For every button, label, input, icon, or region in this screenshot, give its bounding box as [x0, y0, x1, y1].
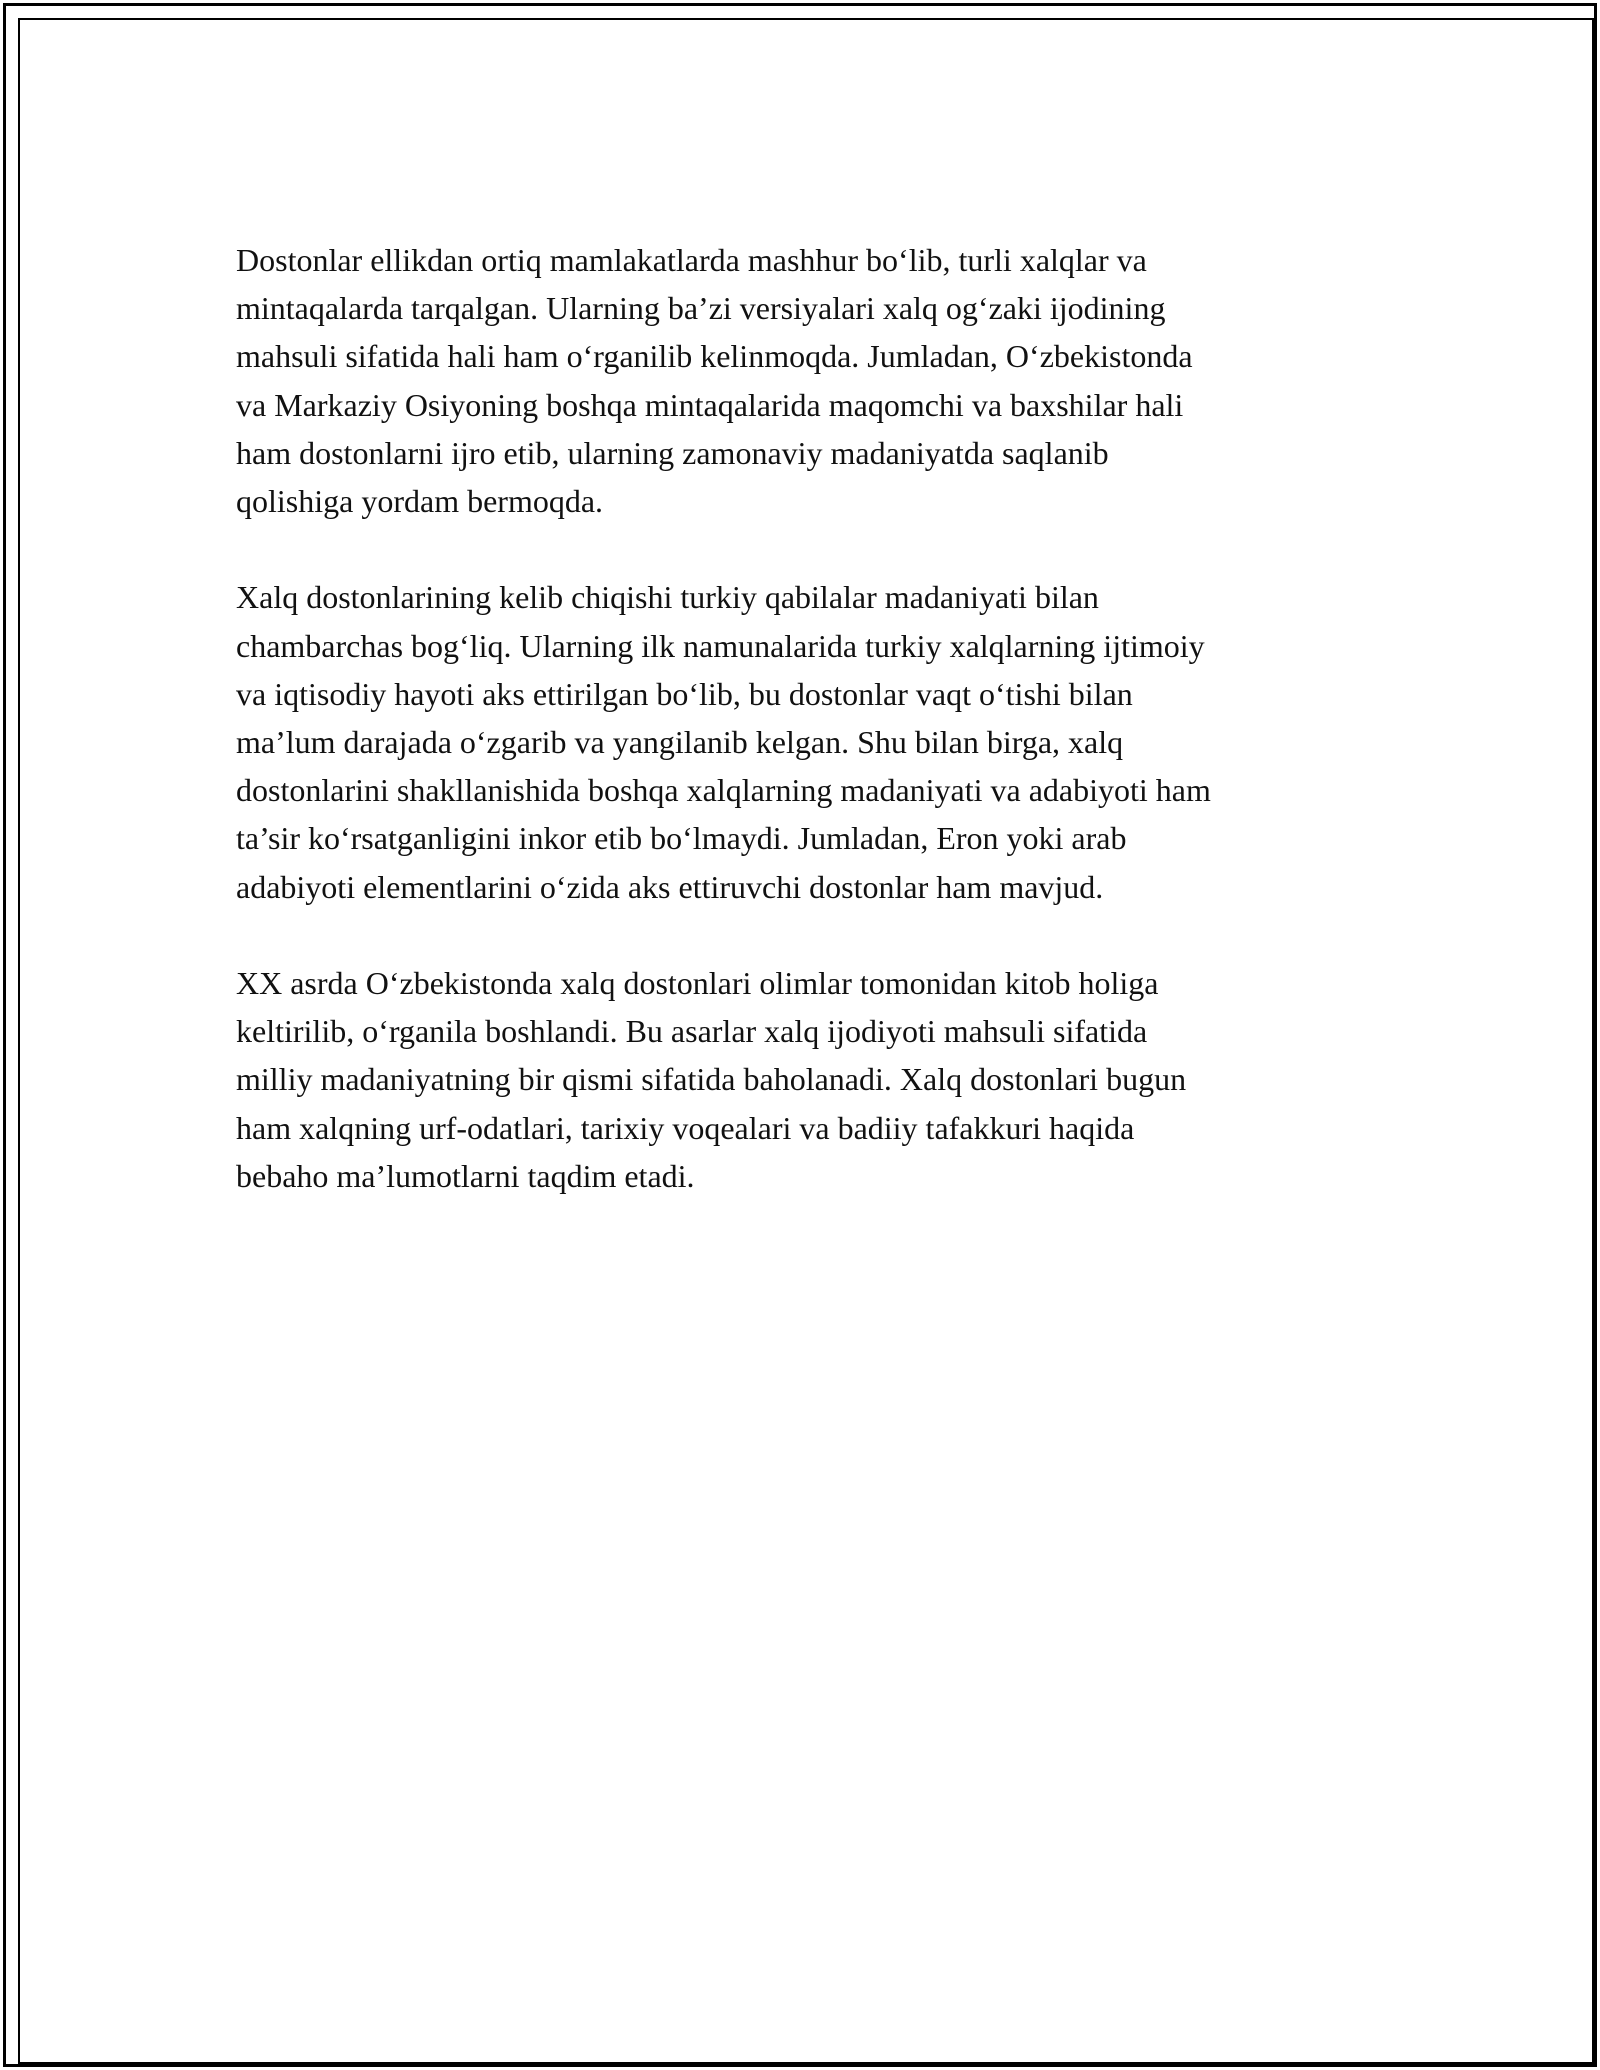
document-body	[236, 236, 1386, 1248]
paragraph-2: Xalq dostonlarining kelib chiqishi turkiy qabilalar madaniyati bilan chambarchas bog‘liq. Ularning ilk namunalarida turkiy xalqlarning ijtimoiy va iqtisodiy hayoti aks ettirilgan bo‘lib, bu dostonlar vaqt o‘tishi bilan ma’lum darajada o‘zgarib va yangilanib kelgan. Shu bilan birga, xalq dostonlarini shakllanishida boshqa xalqlarning madaniyati va adabiyoti ham ta’sir ko‘rsatganligini inkor etib bo‘lmaydi. Jumladan, Eron yoki arab adabiyoti elementlarini o‘zida aks ettiruvchi dostonlar ham mavjud.	[236, 579, 1211, 905]
paragraph-1: Dostonlar ellikdan ortiq mamlakatlarda mashhur bo‘lib, turli xalqlar va mintaqalarda tarqalgan. Ularning ba’zi versiyalari xalq og‘zaki ijodining mahsuli sifatida hali ham o‘rganilib kelinmoqda. Jumladan, O‘zbekistonda va Markaziy Osiyoning boshqa mintaqalarida maqomchi va baxshilar hali ham dostonlarni ijro etib, ularning zamonaviy madaniyatda saqlanib qolishiga yordam bermoqda.	[236, 242, 1193, 520]
paragraph-3: XX asrda O‘zbekistonda xalq dostonlari olimlar tomonidan kitob holiga keltirilib, o‘rganila boshlandi. Bu asarlar xalq ijodiyoti mahsuli sifatida milliy madaniyatning bir qismi sifatida baholanadi. Xalq dostonlari bugun ham xalqning urf-odatlari, tarixiy voqealari va badiiy tafakkuri haqida bebaho ma’lumotlarni taqdim etadi.	[236, 965, 1187, 1194]
